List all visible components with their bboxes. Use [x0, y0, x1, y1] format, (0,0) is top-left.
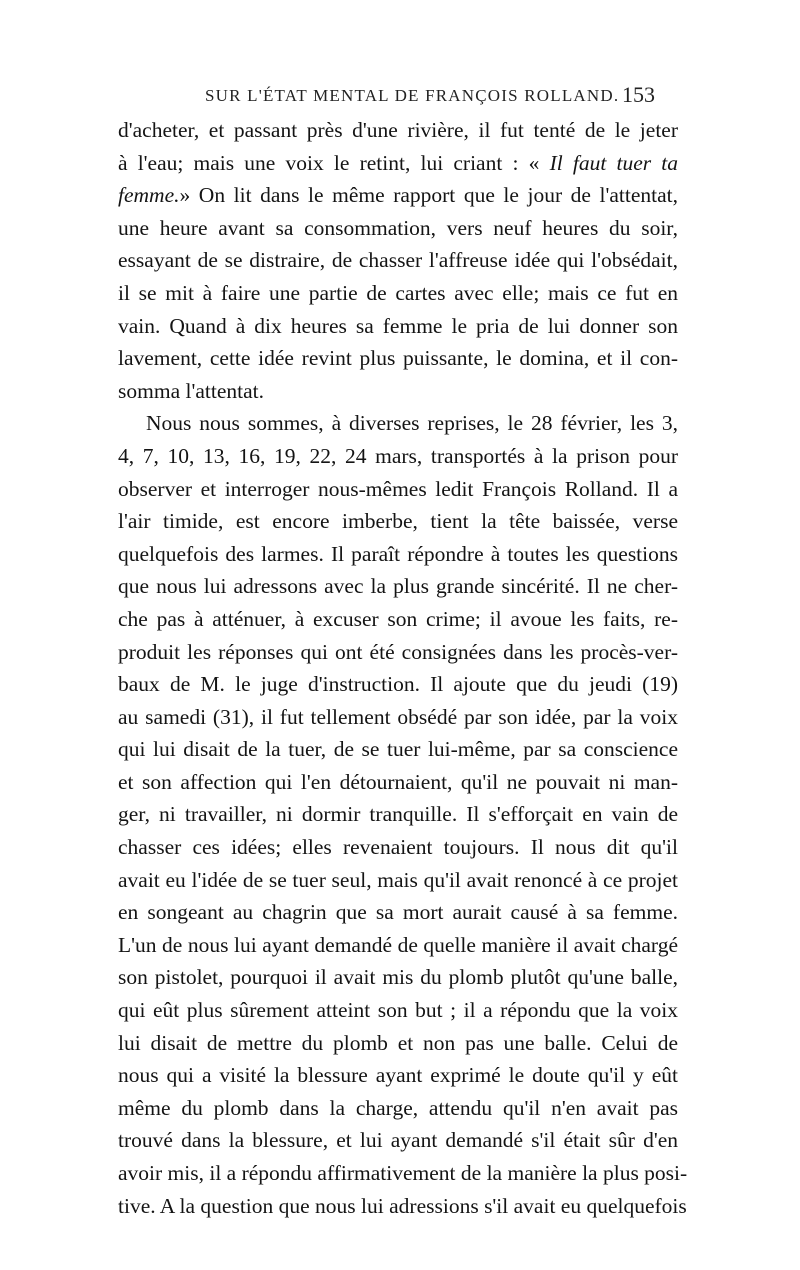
- italic-quote: femme.: [118, 183, 180, 208]
- text-line: qui lui disait de la tuer, de se tuer lui-même, par sa conscience: [118, 737, 678, 762]
- text-line: Nous nous sommes, à diverses reprises, le 28 février, les 3,: [146, 411, 678, 436]
- text-line: che pas à atténuer, à excuser son crime; il avoue les faits, re-: [118, 606, 678, 631]
- text-line: et son affection qui l'en détournaient, qu'il ne pouvait ni man-: [118, 769, 678, 794]
- text-line: trouvé dans la blessure, et lui ayant demandé s'il était sûr d'en: [118, 1128, 678, 1153]
- text-line: même du plomb dans la charge, attendu qu'il n'en avait pas: [118, 1095, 678, 1120]
- body-text: [118, 114, 688, 1222]
- text-line: tive. A la question que nous lui adressions s'il avait eu quelquefois: [118, 1193, 687, 1218]
- text-line: ger, ni travailler, ni dormir tranquille. Il s'efforçait en vain de: [118, 802, 678, 827]
- text-line: produit les réponses qui ont été consignées dans les procès-ver-: [118, 639, 678, 664]
- line-text: à l'eau; mais une voix le retint, lui criant : «: [118, 150, 550, 175]
- text-line: qui eût plus sûrement atteint son but ; il a répondu que la voix: [118, 998, 678, 1023]
- text-line: [118, 179, 678, 212]
- text-line: lui disait de mettre du plomb et non pas une balle. Celui de: [118, 1030, 678, 1055]
- text-line: que nous lui adressons avec la plus grande sincérité. Il ne cher-: [118, 574, 678, 599]
- text-line: 4, 7, 10, 13, 16, 19, 22, 24 mars, transportés à la prison pour: [118, 443, 678, 468]
- text-line: il se mit à faire une partie de cartes avec elle; mais ce fut en: [118, 280, 678, 305]
- text-line: l'air timide, est encore imberbe, tient la tête baissée, verse: [118, 509, 678, 534]
- text-line: avoir mis, il a répondu affirmativement de la manière la plus posi-: [118, 1161, 688, 1185]
- text-line: au samedi (31), il fut tellement obsédé par son idée, par la voix: [118, 704, 678, 729]
- text-line: L'un de nous lui ayant demandé de quelle manière il avait chargé: [118, 932, 678, 957]
- text-line: en songeant au chagrin que sa mort aurait causé à sa femme.: [118, 900, 678, 925]
- text-line: d'acheter, et passant près d'une rivière, il fut tenté de le jeter: [118, 118, 678, 142]
- running-head: SUR L'ÉTAT MENTAL DE FRANÇOIS ROLLAND.: [205, 86, 620, 105]
- paragraph: [118, 407, 688, 1222]
- text-line: essayant de se distraire, de chasser l'affreuse idée qui l'obsédait,: [118, 248, 678, 273]
- text-line: lavement, cette idée revint plus puissante, le domina, et il con-: [118, 346, 678, 371]
- italic-quote: Il faut tuer ta: [549, 150, 679, 175]
- text-line: chasser ces idées; elles revenaient toujours. Il nous dit qu'il: [118, 835, 678, 860]
- text-line: vain. Quand à dix heures sa femme le pria de lui donner son: [118, 313, 678, 338]
- text-line: une heure avant sa consommation, vers neuf heures du soir,: [118, 215, 678, 240]
- text-line: [118, 147, 678, 180]
- text-line: quelquefois des larmes. Il paraît répondre à toutes les questions: [118, 541, 678, 566]
- text-line: son pistolet, pourquoi il avait mis du plomb plutôt qu'une balle,: [118, 965, 678, 990]
- text-line: baux de M. le juge d'instruction. Il ajoute que du jeudi (19): [118, 672, 678, 697]
- text-line: observer et interroger nous-mêmes ledit François Rolland. Il a: [118, 476, 678, 501]
- text-line: avait eu l'idée de se tuer seul, mais qu'il avait renoncé à ce projet: [118, 867, 678, 892]
- page-number: 153: [622, 82, 655, 107]
- line-text: » On lit dans le même rapport que le jour de l'attentat,: [179, 183, 678, 208]
- paragraph: [118, 114, 678, 407]
- text-line: somma l'attentat.: [118, 378, 264, 403]
- text-line: nous qui a visité la blessure ayant exprimé le doute qu'il y eût: [118, 1063, 678, 1088]
